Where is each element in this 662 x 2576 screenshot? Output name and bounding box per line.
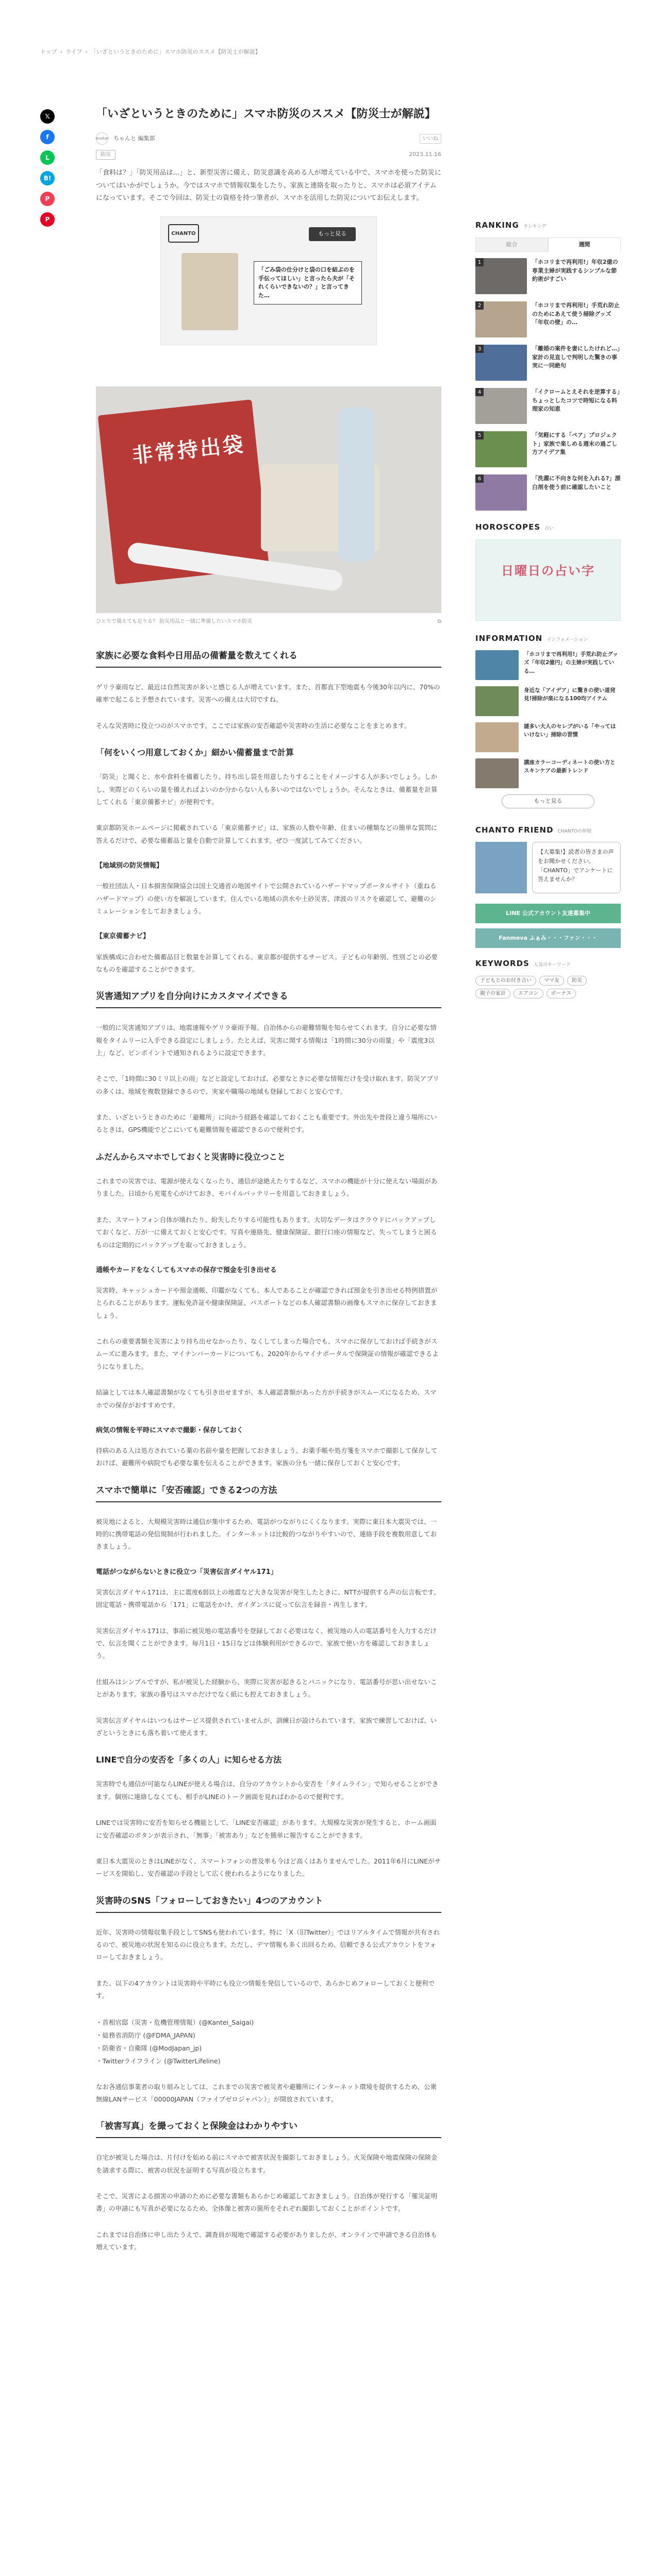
information-list [475,650,621,788]
promo-card[interactable] [160,216,377,345]
chanto-friend-heading: CHANTO FRIEND CHANTOの仲間 [475,825,592,835]
info-thumbnail [475,686,519,716]
keyword-list [475,976,621,998]
info-title: 「ホコリまで再利用!」手荒れ防止グッズ「年収2億円」の主婦が実践している… [524,651,618,674]
info-item[interactable] [475,722,621,752]
share-bar [40,109,56,227]
paragraph: そこで、「1時間に30ミリ以上の雨」などと設定しておけば、必要なときに必要な情報だけを受け取れます。防災アプリの多くは、地域を複数登録できるので、実家や職場の地域も登録しておくと安心です。 [96,1075,439,1095]
article-body-continued [96,2081,441,2254]
breadcrumb-item[interactable]: ライフ [65,48,82,55]
paragraph: なお各通信事業者の取り組みとしては、これまでの災害で被災者や避難所にインターネット環境を提供するため、公衆無線LANサービス「00000JAPAN（ファイブゼロジャパン）」が開放されています。 [96,2082,437,2103]
promo-more-button[interactable]: もっと見る [309,227,356,241]
facebook-icon[interactable]: f [40,130,55,144]
ranking-thumbnail [475,431,527,467]
article-title: 「いざというときのために」スマホ防災のススメ【防災士が解説】 [96,108,436,121]
section-heading: スマホで簡単に「安否確認」できる2つの方法 [96,1483,441,1502]
ranking-title: 「ホコリまで再利用!」年収2億の専業主婦が実践するシンプルな節約術がすごい [532,259,618,283]
chanto-logo: CHANTO [168,224,199,243]
fanmeva-banner[interactable]: Fanmeva ふぁみ・・・ファン・・・ [475,928,621,948]
author-row [96,132,441,145]
breadcrumb: トップ › ライフ › 「いざというときのために」スマホ防災のススメ【防災士が解説】 [40,47,261,57]
account-list [96,2016,441,2067]
subsection-heading: LINEで自分の安否を「多くの人」に知らせる方法 [96,1755,282,1765]
category-tag[interactable]: 防災 [96,150,115,160]
info-title: 身近な「アイデア」に驚きの使い道発見!掃除が楽になる100均アイテム [524,687,616,702]
ranking-thumbnail [475,345,527,381]
ranking-title: 「洗濯に不向きな何を入れる?」漂白剤を使う前に確認したいこと [532,475,621,490]
ranking-title: 「イクロームとえそれを逆算する」ちょっとしたコツで時短になる料理家の知恵 [532,388,620,413]
info-thumbnail [475,758,519,788]
information-heading: INFORMATION インフォメーション [475,633,588,643]
horoscopes-heading: HOROSCOPES 占い [475,522,554,532]
breadcrumb-item: 「いざというときのために」スマホ防災のススメ【防災士が解説】 [90,48,261,55]
paragraph: 自宅が被災した場合は、片付けを始める前にスマホで被害状況を撮影しておきましょう。火災保険や地震保険の保険金を請求する際に、被害の状況を証明する写真が役立ちます。 [96,2154,438,2174]
expand-icon[interactable]: ⧉ [437,619,441,625]
more-button[interactable]: もっと見る [502,794,594,808]
keyword-chip[interactable]: エアコン [514,989,543,998]
paragraph: 一般社団法人・日本損害保険協会は国土交通省の地図サイトで公開されているハザードマップポータルサイト（重ねるハザードマップ）の使い方を解説しています。住んでいる地域の洪水や土砂災害、津波のリスクを確認して、避難のシミュレーションをしておきましょう。 [96,882,437,916]
promo-message: 「ごみ袋の仕分けと袋の口を結ぶのを手伝ってほしい」と言ったら夫が「それくらいできないの？」と言ってきた… [254,261,362,304]
ranking-thumbnail [475,474,527,511]
keyword-chip[interactable]: 子どもとのお付き合い [475,976,536,986]
ranking-title: 「離婚の案件を妻にしたけれど…」家計の見直しで判明した驚きの事実に一同絶句 [532,345,620,369]
meta-row [96,150,441,160]
pocket-icon[interactable]: P [40,192,55,206]
ranking-item[interactable] [475,258,621,294]
horoscope-banner[interactable] [475,539,621,621]
info-item[interactable] [475,650,621,680]
paragraph: 災害伝言ダイヤル171は、事前に被災地の電話番号を登録しておく必要はなく、被災地の人の電話番号を入力するだけで、伝言を聞くことができます。毎月1日・15日などは体験利用ができるので、家族で使い方を確認しておきましょう。 [96,1626,437,1660]
paragraph: 災害伝言ダイヤル171は、主に震度6弱以上の地震など大きな災害が発生したときに、NTTが提供する声の伝言板です。固定電話・携帯電話から「171」に電話をかけ、ガイダンスに従って伝言を録音・再生します。 [96,1588,440,1609]
ranking-number: 5 [475,431,484,439]
account-item[interactable]: ・ 防衛省・自衛隊 (@ModJapan_jp) [96,2042,441,2055]
paragraph: 持病のある人は処方されている薬の名前や量を把握しておきましょう。お薬手帳や処方箋をスマホで撮影して保存しておけば、避難所や病院でも必要な薬を伝えることができます。家族の分も一緒に保存しておくと安心です。 [96,1447,438,1467]
promo-image [181,253,238,330]
keyword-chip[interactable]: 防災 [567,976,587,986]
info-item[interactable] [475,758,621,788]
ranking-title: 「ホコリまで再利用!」手荒れ防止のためにあえて使う掃除グッズ「年収の壁」の… [532,302,620,326]
paragraph: これらの重要書類を災害により持ち出せなかったり、なくしてしまった場合でも、スマホに保存しておけば手続きがスムーズに進みます。また、マイナンバーカードについても、2020年からマイナポータルで保険証の情報が確認できるようになりました。 [96,1337,439,1370]
info-thumbnail [475,722,519,752]
keyword-chip[interactable]: ボーナス [547,989,576,998]
paragraph: そんな災害時に役立つのがスマホです。ここでは家族の安否確認や災害時の生活に必要なことをまとめます。 [96,721,411,730]
ranking-thumbnail [475,388,527,424]
paragraph: 東日本大震災のときはLINEがなく、スマートフォンの普及率も今ほど高くはありませんでした。2011年6月にLINEがサービスを開始し、安否確認の手段として広く使われるようになりました。 [96,1857,441,1878]
sidebar [475,219,621,998]
info-title: 講座カラーコーディネートの使い方とスキンケアの最新トレンド [524,759,616,774]
info-title: 謎多い大人のセレブがいる「やってはいけない」掃除の習慣 [524,723,616,738]
ranking-thumbnail [475,301,527,337]
author-avatar[interactable]: avatar [96,132,108,145]
publish-date: 2023.11.16 [409,151,441,158]
paragraph: 被災地によると、大規模災害時は通信が集中するため、電話がつながりにくくなります。実際に東日本大震災では、一時的に携帯電話の発信規制が行われました。インターネットは比較的つながりやすいので、連絡手段を複数用意しておきましょう。 [96,1517,437,1551]
line-icon[interactable]: L [40,150,55,165]
chanto-friend-text: 【大募集!】読者の皆さまの声をお聞かせください。「CHANTO」でアンケートに答えませんか？ [532,842,621,893]
paragraph: また、スマートフォン自体が壊れたり、紛失したりする可能性もあります。大切なデータはクラウドにバックアップしておくなど、万が一に備えておくと安心です。写真や連絡先、健康保険証、銀行口座の情報など、失ってしまうと困るものは定期的にバックアップを取っておきましょう。 [96,1215,437,1249]
paragraph: また、以下の4アカウントは災害時や平時にも役立つ情報を発信しているので、あらかじめフォローしておくと便利です。 [96,1979,435,2000]
account-item[interactable]: ・ 総務省消防庁 (@FDMA_JAPAN) [96,2029,441,2042]
tab-overall[interactable]: 総合 [475,238,548,252]
author-name[interactable]: ちゃんと 編集部 [113,134,155,142]
paragraph: 東京都防災ホームページに掲載されている「東京備蓄ナビ」は、家族の人数や年齢、住まいの種類などの簡単な質問に答えるだけで、必要な備蓄品と量を自動で計算してくれます。ぜひ一度試してみてください。 [96,824,438,844]
horoscope-banner-text: 日曜日の占い字 [501,563,595,578]
ranking-item[interactable] [475,388,621,424]
section-heading: 「被害写真」を撮っておくと保険金はわかりやすい [96,2119,441,2138]
article [96,106,441,2267]
ranking-number: 2 [475,301,484,310]
paragraph: 災害伝言ダイヤルはいつもはサービス提供されていませんが、訓練日が設けられています。家族で練習しておけば、いざというときにも落ち着いて使えます。 [96,1716,437,1737]
photo-caption-row [96,617,441,626]
ranking-heading: RANKING ランキング [475,221,547,230]
paragraph: これまでの災害では、電源が使えなくなったり、通信が途絶えたりするなど、スマホの機能が十分に使えない場面がありました。日頃から充電を心がけておき、モバイルバッテリーを用意しておきましょう。 [96,1177,438,1198]
paragraph: 結論としては本人確認書類がなくても引き出せますが、本人確認書類があった方が手続きがスムーズになるため、スマホでの保存がおすすめです。 [96,1388,437,1409]
paragraph: ゲリラ豪雨など、最近は自然災害が多いと感じる人が増えています。また、首都直下型地震も今後30年以内に、70%の確率で起こると予想されています。災害への備えは大切ですね。 [96,683,440,704]
keyword-chip[interactable]: ママ友 [539,976,564,986]
paragraph: 近年、災害時の情報収集手段としてSNSも使われています。特に「X（旧Twitter）」ではリアルタイムで情報が共有されるので、被災地の状況を知るのに役立ちます。ただし、デマ情報も多く出回るため、信頼できる公式アカウントをフォローしておきましょう。 [96,1928,440,1961]
article-body [96,649,441,2002]
paragraph: 災害時、キャッシュカードや預金通帳、印鑑がなくても、本人であることが確認できれば預金を引き出せる特例措置がとられることがあります。運転免許証や健康保険証、パスポートなどの本人確認書類の画像もスマホに保存しておきましょう。 [96,1286,438,1319]
account-item[interactable]: ・ 首相官邸（災害・危機管理情報）(@Kantei_Saigai) [96,2016,441,2029]
ranking-item[interactable] [475,301,621,337]
paragraph: 「防災」と聞くと、水や食料を備蓄したり、持ち出し袋を用意したりすることをイメージする人が多いでしょう。しかし、実際どのくらいの量を備えればよいのか分からない人も多いのではないでしょうか。そんなときは、備蓄量を計算してくれる「東京備蓄ナビ」が便利です。 [96,773,438,806]
breadcrumb-item[interactable]: トップ [40,48,57,55]
pinterest-icon[interactable]: P [40,212,55,227]
minor-heading: 病気の情報を平時にスマホで撮影・保存しておく [96,1426,243,1434]
chanto-friend-card[interactable] [475,842,621,893]
ranking-number: 4 [475,388,484,396]
paragraph: 家族構成に合わせた備蓄品目と数量を計算してくれる。東京都が提供するサービス。子どもの年齢別、性別ごとの必要なものを確認することができます。 [96,953,438,973]
paragraph: 災害時でも通信が可能ならLINEが使える場合は、自分のアカウントから安否を「タイムライン」で知らせることができます。個別に連絡しなくても、相手がLINEのトーク画面を見ればわかるので便利です。 [96,1780,439,1801]
hero-photo [96,386,441,613]
info-thumbnail [475,650,519,680]
hatena-icon[interactable]: B! [40,171,55,185]
section-heading: 災害時のSNS「フォローしておきたい」4つのアカウント [96,1894,441,1913]
article-lead: 「食料は？」「防災用品は…」と、新型災害に備え、防災意識を高める人が増えている中で、スマホを使った防災についてはいかがでしょうか。今ではスマホで情報収集をしたり、家族と連絡を取ったりと、スマホは必須アイテムになっています。そこで今回は、防災士の資格を持つ筆者が、スマホを活用した防災についてお伝えします。 [96,169,441,202]
minor-heading: 【東京備蓄ナビ】 [96,933,150,941]
info-item[interactable] [475,686,621,716]
paragraph: LINEでは災害時に安否を知らせる機能として、「LINE安否確認」があります。大規模な災害が発生すると、ホーム画面に安否確認のボタンが表示され、「無事」「被害あり」などを簡単に報告することができます。 [96,1819,437,1839]
ranking-number: 1 [475,258,484,266]
minor-heading: 【地域別の防災情報】 [96,862,163,870]
section-heading: 災害通知アプリを自分向けにカスタマイズできる [96,989,441,1008]
x-icon[interactable]: 𝕏 [40,109,55,124]
paragraph: 一般的に災害通知アプリは、地震速報やゲリラ豪雨予報、自治体からの避難情報を知らせてくれます。自分に必要な情報をタイムリーに入手できる設定にしましょう。たとえば、災害に関する情報は「1時間に30分の雨量」や「震度3以上」など、ピンポイントで通知されるように設定できます。 [96,1024,437,1057]
paragraph: そこで、災害による損害の申請のために必要な書類もあらかじめ確認しておきましょう。自治体が発行する「罹災証明書」の申請にも写真が必要になるため、全体像と被害の箇所をそれぞれ撮影しておくことがポイントです。 [96,2192,438,2213]
photo-bag-text: 非常持出袋 [131,432,246,468]
ranking-list [475,258,621,511]
paragraph: これまでは自治体に申し出たうえで、調査員が現地で確認する必要がありましたが、オンラインで申請できる自治体も増えています。 [96,2230,437,2251]
like-button[interactable]: いいね [420,134,441,144]
photo-caption: ひとりで備えても足りる？ 防災用品と一緒に準備したいスマホ防災 [96,619,252,625]
keyword-chip[interactable]: 親子の家計 [475,989,510,998]
minor-heading: 電話がつながらないときに役立つ「災害伝言ダイヤル171」 [96,1568,277,1576]
account-item[interactable]: ・ Twitterライフライン (@TwitterLifeline) [96,2055,441,2067]
ranking-number: 3 [475,345,484,353]
keywords-heading: KEYWORDS 人気のキーワード [475,959,571,969]
ranking-tabs [475,238,621,252]
ranking-number: 6 [475,474,484,483]
minor-heading: 通帳やカードをなくしてもスマホの保存で預金を引き出せる [96,1266,277,1274]
ranking-item[interactable] [475,474,621,511]
subsection-heading: ふだんからスマホでしておくと災害時に役立つこと [96,1151,286,1162]
section-heading: 家族に必要な食料や日用品の備蓄量を数えてくれる [96,649,441,668]
paragraph: 仕組みはシンプルですが、私が被災した経験から、実際に災害が起きるとパニックになり、電話番号が思い出せないことがあります。家族の番号はスマホだけでなく紙にも控えておきましょう。 [96,1677,437,1699]
chanto-friend-image [475,842,527,893]
paragraph: また、いざというときのために「避難所」に向かう経路を確認しておくことも重要です。外出先や普段と違う場所にいるときは、GPS機能でどこにいても避難情報を確認できるので便利です。 [96,1113,437,1134]
ranking-thumbnail [475,258,527,294]
ranking-item[interactable] [475,345,621,381]
ranking-item[interactable] [475,431,621,467]
ranking-title: 「気軽にする「ペア」プロジェクト」家族で楽しめる週末の過ごし方アイデア集 [532,432,617,456]
subsection-heading: 「何をいくつ用意しておくか」細かい備蓄量まで計算 [96,748,294,758]
line-banner[interactable]: LINE 公式アカウント友達募集中 [475,904,621,923]
tab-weekly[interactable]: 週間 [548,238,621,252]
